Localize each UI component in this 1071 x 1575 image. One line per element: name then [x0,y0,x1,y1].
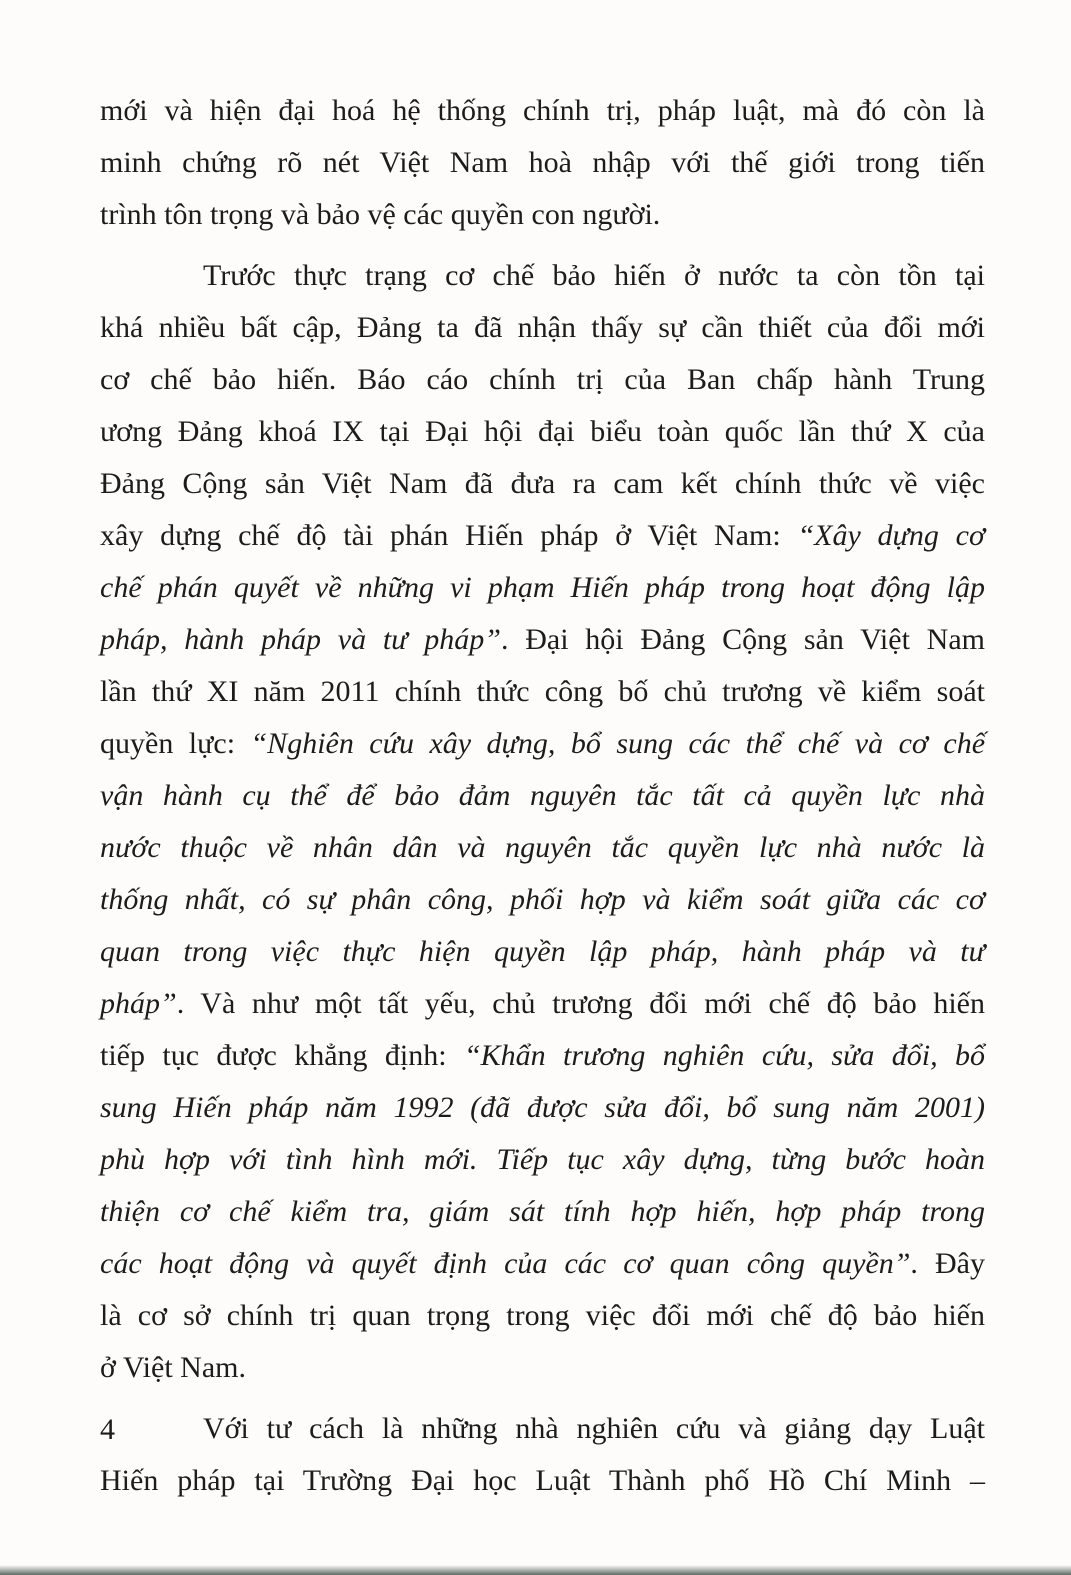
text-segment: . Và như một tất yếu, chủ trương đổi mới chế độ bảo hiến [176,987,985,1020]
text-line: cơ chế bảo hiến. Báo cáo chính trị của Ban chấp hành Trung [100,363,985,396]
text-line: khá nhiều bất cập, Đảng ta đã nhận thấy sự cần thiết của đổi mới [100,311,985,344]
text-segment: quyền lực: [100,727,251,760]
quote-line: thống nhất, có sự phân công, phối hợp và kiểm soát giữa các cơ [100,883,985,916]
text-line [100,978,985,1030]
text-line [100,718,985,770]
quote-line: chế phán quyết về những vi phạm Hiến pháp trong hoạt động lập [100,571,985,604]
quote-line: nước thuộc về nhân dân và nguyên tắc quyền lực nhà nước là [100,831,985,864]
body-text [100,85,985,1507]
paragraph-1 [100,85,985,241]
text-line: lần thứ XI năm 2011 chính thức công bố chủ trương về kiểm soát [100,675,985,708]
paragraph-gap [100,241,985,250]
text-line [100,1030,985,1082]
text-line: Hiến pháp tại Trường Đại học Luật Thành phố Hồ Chí Minh – [100,1464,985,1497]
text-segment: . Đại hội Đảng Cộng sản Việt Nam [500,623,985,656]
text-line: là cơ sở chính trị quan trọng trong việc đổi mới chế độ bảo hiến [100,1299,985,1332]
text-line: mới và hiện đại hoá hệ thống chính trị, pháp luật, mà đó còn là [100,94,985,127]
page-number: 4 [100,1413,115,1446]
text-line [100,614,985,666]
page-bottom-edge [0,1565,1071,1575]
quote-line: vận hành cụ thể để bảo đảm nguyên tắc tất cả quyền lực nhà [100,779,985,812]
text-segment: xây dựng chế độ tài phán Hiến pháp ở Việt Nam: [100,519,798,552]
text-line: ương Đảng khoá IX tại Đại hội đại biểu toàn quốc lần thứ X của [100,415,985,448]
quote-line: thiện cơ chế kiểm tra, giám sát tính hợp hiến, hợp pháp trong [100,1195,985,1228]
quote-segment: “Nghiên cứu xây dựng, bổ sung các thể chế và cơ chế [250,727,986,760]
text-line [100,1238,985,1290]
text-line: trình tôn trọng và bảo vệ các quyền con người. [100,198,661,231]
quote-segment: các hoạt động và quyết định của các cơ quan công quyền” [100,1247,911,1280]
text-segment: tiếp tục được khẳng định: [100,1039,464,1072]
quote-line: sung Hiến pháp năm 1992 (đã được sửa đổi, bổ sung năm 2001) [100,1091,985,1124]
text-line [100,510,985,562]
quote-line: quan trong việc thực hiện quyền lập pháp, hành pháp và tư [100,935,985,968]
quote-segment: “Xây dựng cơ [797,519,985,552]
text-line: Với tư cách là những nhà nghiên cứu và giảng dạy Luật [203,1412,985,1445]
text-segment: . Đây [910,1247,985,1280]
text-line: Trước thực trạng cơ chế bảo hiến ở nước ta còn tồn tại [203,259,985,292]
paragraph-3 [100,1403,985,1507]
quote-segment: pháp” [100,987,177,1020]
text-line: minh chứng rõ nét Việt Nam hoà nhập với thế giới trong tiến [100,146,985,179]
quote-segment: pháp, hành pháp và tư pháp” [100,623,501,656]
quote-line: phù hợp với tình hình mới. Tiếp tục xây dựng, từng bước hoàn [100,1143,985,1176]
paragraph-2 [100,250,985,1394]
text-line: Đảng Cộng sản Việt Nam đã đưa ra cam kết chính thức về việc [100,467,985,500]
paragraph-gap [100,1394,985,1403]
quote-segment: “Khẩn trương nghiên cứu, sửa đổi, bổ [463,1039,985,1072]
text-line: ở Việt Nam. [100,1351,246,1384]
